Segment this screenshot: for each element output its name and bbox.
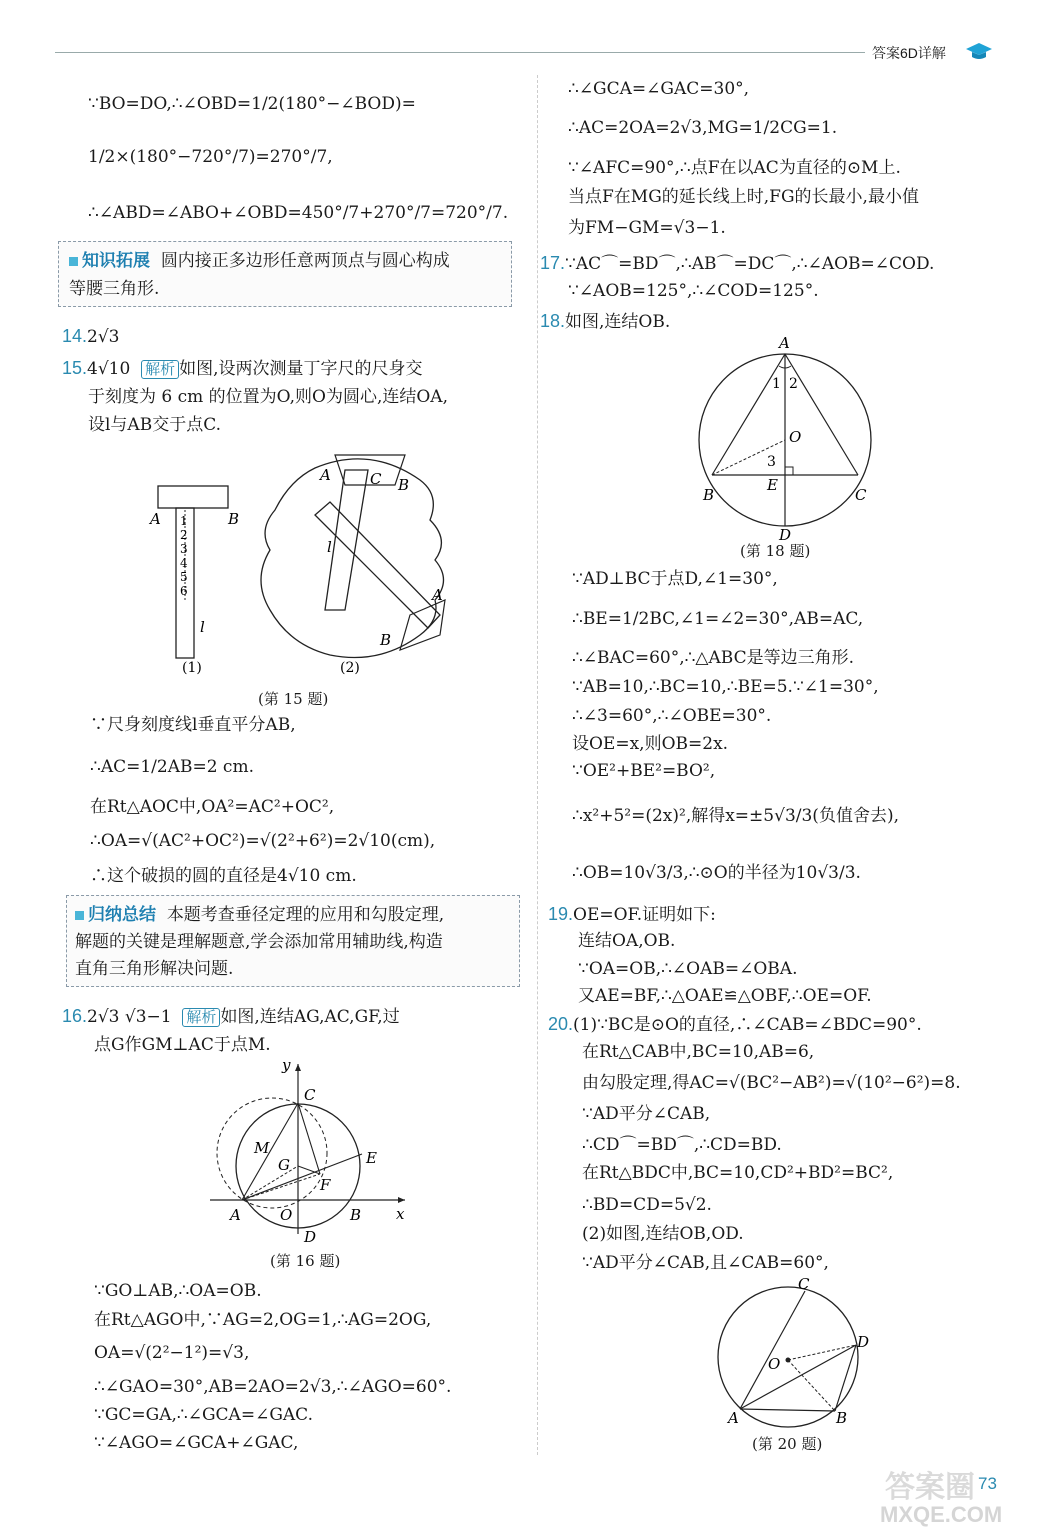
question-number: 15. — [62, 358, 88, 378]
text-line: 在Rt△AGO中,∵AG=2,OG=1,∴AG=2OG, — [94, 1310, 432, 1330]
tick-label: 5 — [180, 570, 188, 584]
label-B: B — [836, 1409, 848, 1427]
text-line: 如图,连结OB. — [565, 312, 671, 332]
label-A: A — [779, 334, 790, 352]
answer: 2√3 √3−1 — [87, 1007, 172, 1027]
text-line: ∴BD=CD=5√2. — [582, 1195, 712, 1215]
square-bullet-icon — [69, 257, 78, 266]
figure-16 — [200, 1056, 420, 1246]
text-line: ∵OE²+BE²=BO², — [572, 761, 716, 781]
text-line: ∵∠AOB=125°,∴∠COD=125°. — [568, 281, 819, 301]
text-line: ∵BO=DO,∴∠OBD=1/2(180°−∠BOD)= — [88, 94, 416, 114]
label-M: M — [254, 1139, 270, 1157]
text-line: ∴CD⌒=BD⌒,∴CD=BD. — [582, 1135, 782, 1155]
question-number: 18. — [540, 311, 566, 331]
box-text: 圆内接正多边形任意两顶点与圆心构成 — [160, 251, 450, 271]
label-C: C — [798, 1275, 810, 1293]
tick-label: 1 — [180, 514, 188, 528]
label-l: l — [327, 538, 332, 556]
box-text: 等腰三角形. — [69, 279, 160, 299]
sub-caption: (1) — [182, 660, 202, 676]
box-text: 直角三角形解决问题. — [75, 959, 234, 979]
figure-caption: (第 15 题) — [258, 690, 329, 708]
label-F: F — [320, 1176, 331, 1194]
label-O: O — [280, 1206, 293, 1224]
label-A: A — [320, 466, 331, 484]
text-line: 于刻度为 6 cm 的位置为O,则O为圆心,连结OA, — [88, 387, 448, 407]
text-line: ∵∠AFC=90°,∴点F在以AC为直径的⊙M上. — [568, 158, 901, 178]
question-number: 16. — [62, 1006, 88, 1026]
text-line: ∵AC⌒=BD⌒,∴AB⌒=DC⌒,∴∠AOB=∠COD. — [565, 254, 935, 274]
watermark-url: MXQE.COM — [880, 1502, 1003, 1527]
box-text: 本题考查垂径定理的应用和勾股定理, — [166, 905, 445, 925]
text-line: ∵AB=10,∴BC=10,∴BE=5.∵∠1=30°, — [572, 677, 879, 697]
angle-label: 2 — [789, 376, 798, 392]
label-B: B — [380, 631, 392, 649]
angle-label: 3 — [767, 454, 776, 470]
text-line: ∴∠GAO=30°,AB=2AO=2√3,∴∠AGO=60°. — [94, 1377, 452, 1397]
question-number: 17. — [540, 253, 566, 273]
text-line: 在Rt△AOC中,OA²=AC²+OC², — [90, 797, 335, 817]
text-line: ∴AC=1/2AB=2 cm. — [90, 757, 254, 777]
text-line: 当点F在MG的延长线上时,FG的长最小,最小值 — [568, 187, 919, 207]
figure-20 — [710, 1275, 880, 1430]
tick-label: 2 — [180, 528, 188, 542]
text-line: 在Rt△BDC中,BC=10,CD²+BD²=BC², — [582, 1163, 894, 1183]
label-C: C — [304, 1086, 316, 1104]
text-line: (2)如图,连结OB,OD. — [582, 1224, 744, 1244]
label-D: D — [857, 1333, 870, 1351]
text-line: (1)∵BC是⊙O的直径,∴∠CAB=∠BDC=90°. — [573, 1015, 922, 1035]
question-number: 14. — [62, 326, 88, 346]
tick-label: 6 — [180, 584, 188, 598]
graduation-cap-icon — [965, 40, 993, 62]
box-text: 解题的关键是理解题意,学会添加常用辅助线,构造 — [75, 932, 443, 952]
figure-caption: (第 18 题) — [740, 542, 811, 560]
text-line: ∴OB=10√3/3,∴⊙O的半径为10√3/3. — [572, 863, 861, 883]
text-line: 设l与AB交于点C. — [88, 415, 222, 435]
axis-label: x — [396, 1205, 405, 1223]
axis-label: y — [282, 1056, 291, 1074]
box-label: 归纳总结 — [88, 905, 156, 924]
text-line: ∴∠3=60°,∴∠OBE=30°. — [572, 706, 772, 726]
analysis-tag: 解析 — [182, 1008, 220, 1027]
text-line: ∴x²+5²=(2x)²,解得x=±5√3/3(负值舍去), — [572, 806, 899, 826]
text-line: ∴AC=2OA=2√3,MG=1/2CG=1. — [568, 118, 838, 138]
knowledge-extension-box — [58, 241, 512, 307]
text-line: 连结OA,OB. — [578, 931, 676, 951]
figure-caption: (第 20 题) — [752, 1435, 823, 1453]
text-line: 点G作GM⊥AC于点M. — [94, 1035, 271, 1055]
text-line: ∴∠BAC=60°,∴△ABC是等边三角形. — [572, 648, 855, 668]
label-O: O — [789, 428, 802, 446]
page-number: 73 — [978, 1474, 997, 1493]
label-E: E — [767, 476, 778, 494]
text-line: ∴这个破损的圆的直径是4√10 cm. — [90, 866, 357, 886]
label-D: D — [304, 1228, 317, 1246]
text-line: ∴OA=√(AC²+OC²)=√(2²+6²)=2√10(cm), — [90, 831, 436, 851]
text-line: ∵GO⊥AB,∴OA=OB. — [94, 1281, 262, 1301]
text-line: 为FM−GM=√3−1. — [568, 218, 726, 238]
analysis-tag: 解析 — [141, 360, 179, 379]
label-A: A — [150, 510, 161, 528]
sub-caption: (2) — [340, 660, 360, 676]
label-A: A — [230, 1206, 241, 1224]
text-line: OE=OF.证明如下: — [573, 905, 716, 925]
text-line: ∵AD平分∠CAB,且∠CAB=60°, — [582, 1253, 829, 1273]
text-line: ∵AD⊥BC于点D,∠1=30°, — [572, 569, 778, 589]
label-B: B — [350, 1206, 362, 1224]
label-A: A — [432, 586, 443, 604]
question-number: 20. — [548, 1014, 574, 1034]
label-E: E — [366, 1149, 377, 1167]
text-line: ∴∠ABD=∠ABO+∠OBD=450°/7+270°/7=720°/7. — [88, 203, 509, 223]
text-line: ∵AD平分∠CAB, — [582, 1104, 711, 1124]
figure-15 — [140, 440, 470, 680]
figure-caption: (第 16 题) — [270, 1252, 341, 1270]
text-line: ∵尺身刻度线l垂直平分AB, — [90, 715, 296, 735]
summary-box — [66, 895, 520, 987]
text-line: 如图,设两次测量丁字尺的尺身交 — [179, 359, 423, 379]
answer: 2√3 — [87, 327, 120, 347]
text-line: 设OE=x,则OB=2x. — [572, 734, 729, 754]
text-line: ∵GC=GA,∴∠GCA=∠GAC. — [94, 1405, 313, 1425]
text-line: 如图,连结AG,AC,GF,过 — [220, 1007, 400, 1027]
tick-label: 3 — [180, 542, 188, 556]
label-B: B — [398, 476, 410, 494]
label-B: B — [703, 486, 715, 504]
watermark-logo: 答案圈 — [885, 1471, 975, 1504]
text-line: ∴∠GCA=∠GAC=30°, — [568, 79, 750, 99]
angle-label: 1 — [772, 376, 781, 392]
label-l: l — [200, 618, 205, 636]
text-line: ∵OA=OB,∴∠OAB=∠OBA. — [578, 959, 798, 979]
square-bullet-icon — [75, 911, 84, 920]
text-line: OA=√(2²−1²)=√3, — [94, 1343, 250, 1363]
label-A: A — [728, 1409, 739, 1427]
text-line: 由勾股定理,得AC=√(BC²−AB²)=√(10²−6²)=8. — [582, 1073, 961, 1093]
text-line: 1/2×(180°−720°/7)=270°/7, — [88, 147, 333, 167]
label-D: D — [779, 526, 792, 544]
label-B: B — [228, 510, 240, 528]
header-title: 答案6D详解 — [872, 45, 946, 61]
label-C: C — [370, 470, 382, 488]
text-line: ∴BE=1/2BC,∠1=∠2=30°,AB=AC, — [572, 609, 864, 629]
label-O: O — [768, 1355, 781, 1373]
tick-label: 4 — [180, 556, 188, 570]
box-label: 知识拓展 — [82, 251, 150, 270]
question-number: 19. — [548, 904, 574, 924]
header-rule — [55, 52, 865, 53]
text-line: 又AE=BF,∴△OAE≌△OBF,∴OE=OF. — [578, 986, 872, 1006]
text-line: ∵∠AGO=∠GCA+∠GAC, — [94, 1433, 299, 1453]
figure-18 — [695, 330, 875, 545]
column-divider — [537, 75, 539, 1455]
label-G: G — [278, 1156, 290, 1174]
text-line: 在Rt△CAB中,BC=10,AB=6, — [582, 1042, 815, 1062]
answer: 4√10 — [87, 359, 131, 379]
label-C: C — [855, 486, 867, 504]
